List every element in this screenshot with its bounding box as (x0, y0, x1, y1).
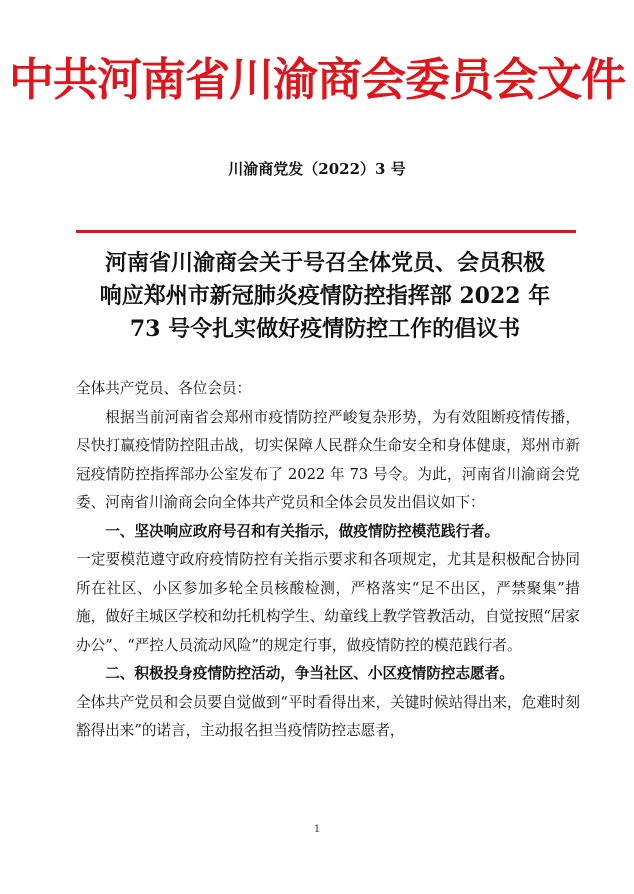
page-number: 1 (313, 824, 321, 835)
section-1-paragraph: 一定要模范遵守政府疫情防控有关指示要求和各项规定，尤其是积极配合协同所在社区、小区参加多轮全员核酸检测，严格落实“足不出区，严禁聚集”措施，做好主城区学校和幼托机构学生、幼童线上教学管教活动，自觉按照“居家办公”、“严控人员流动风险”的规定行事，做疫情防控的模范践行者。 (76, 551, 580, 654)
notice-title-line: 响应郑州市新冠肺炎疫情防控指挥部 2022 年 (99, 283, 551, 309)
document-number: 川渝商党发（2022）3 号 (228, 160, 406, 178)
intro-paragraph: 根据当前河南省会郑州市疫情防控严峻复杂形势，为有效阻断疫情传播，尽快打赢疫情防控阻击战，切实保障人民群众生命安全和身体健康，郑州市新冠疫情防控指挥部办公室发布了 2022 年 73 号令。为此，河南省川渝商会党委、河南省川渝商会向全体共产党员和全体会员发出倡议如下： (76, 408, 580, 511)
section-2-heading: 二、积极投身疫情防控活动，争当社区、小区疫情防控志愿者。 (105, 665, 514, 682)
document-header-title: 中共河南省川渝商会委员会文件 (8, 53, 625, 106)
notice-title-line: 河南省川渝商会关于号召全体党员、会员积极 (104, 250, 545, 276)
section-1-heading: 一、坚决响应政府号召和有关指示，做疫情防控模范践行者。 (105, 522, 500, 540)
red-divider-line (76, 230, 576, 233)
salutation: 全体共产党员、各位会员： (76, 380, 252, 397)
notice-title (70, 247, 580, 346)
document-body (76, 375, 580, 746)
notice-title-line: 73 号令扎实做好疫情防控工作的倡议书 (129, 316, 521, 342)
section-2-paragraph: 全体共产党员和会员要自觉做到“平时看得出来，关键时候站得出来，危难时刻豁得出来”的诺言，主动报名担当疫情防控志愿者， (76, 693, 580, 739)
